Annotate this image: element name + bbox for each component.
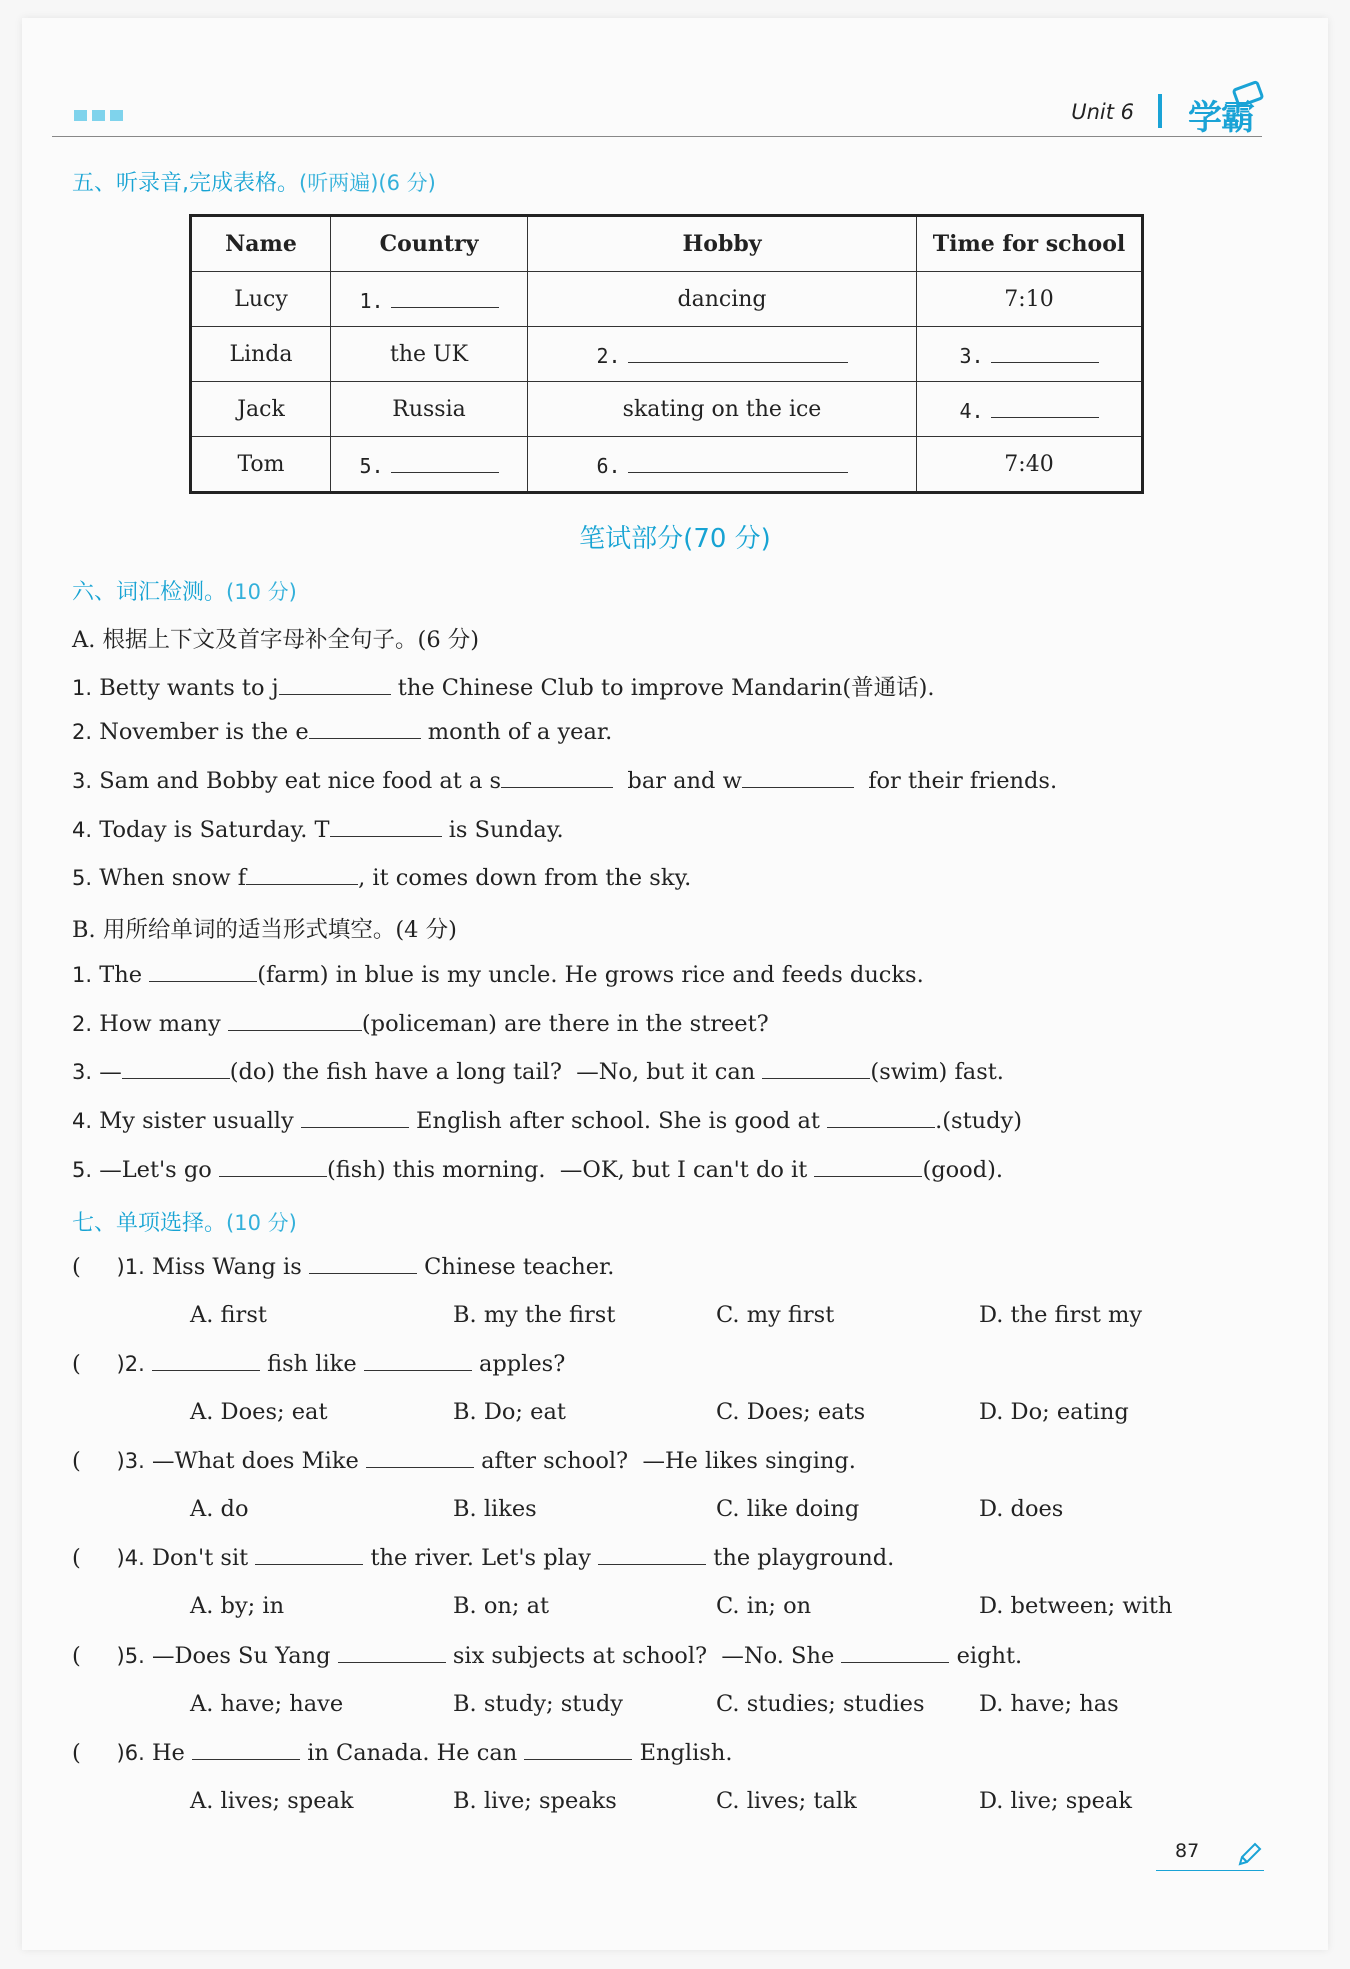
answer-cell[interactable]: 4.	[917, 382, 1143, 437]
table-cell: Russia	[331, 382, 528, 437]
mc-question-3: ( )3. —What does Mike after school? —He likes singing.	[72, 1448, 856, 1474]
mc-question-6: ( )6. He in Canada. He can English.	[72, 1740, 733, 1766]
header-divider	[1158, 94, 1162, 128]
answer-blank[interactable]	[309, 718, 421, 739]
option-d[interactable]: D. the first my	[979, 1302, 1143, 1328]
column-header: Hobby	[528, 216, 917, 272]
option-a[interactable]: A. lives; speak	[190, 1788, 354, 1814]
answer-blank[interactable]	[279, 674, 391, 695]
option-a[interactable]: A. Does; eat	[190, 1399, 328, 1425]
option-b[interactable]: B. live; speaks	[453, 1788, 617, 1814]
table-cell: dancing	[528, 272, 917, 327]
answer-blank[interactable]	[246, 864, 358, 885]
answer-blank[interactable]	[827, 1107, 935, 1128]
option-a[interactable]: A. have; have	[190, 1691, 344, 1717]
column-header: Time for school	[917, 216, 1143, 272]
answer-blank[interactable]	[524, 1739, 632, 1760]
answer-cell[interactable]: 5.	[331, 437, 528, 493]
answer-bracket[interactable]: (	[72, 1254, 81, 1280]
answer-blank[interactable]	[364, 1350, 472, 1371]
answer-blank[interactable]	[742, 767, 854, 788]
answer-blank[interactable]	[149, 961, 257, 982]
question-a3: 3. Sam and Bobby eat nice food at a s bar and w for their friends.	[72, 768, 1058, 794]
answer-blank[interactable]	[152, 1350, 260, 1371]
option-a[interactable]: A. first	[190, 1302, 267, 1328]
table-cell: Tom	[191, 437, 331, 493]
question-a5: 5. When snow f , it comes down from the sky.	[72, 865, 692, 891]
column-header: Country	[331, 216, 528, 272]
answer-bracket[interactable]: (	[72, 1545, 81, 1571]
question-b1: 1. The (farm) in blue is my uncle. He grows rice and feeds ducks.	[72, 962, 924, 988]
table-row	[191, 382, 1143, 437]
section-title: 五、听录音,完成表格。	[72, 171, 299, 196]
answer-cell[interactable]: 6.	[528, 437, 917, 493]
question-b5: 5. —Let's go (fish) this morning. —OK, but I can't do it (good).	[72, 1157, 1004, 1183]
header-square-decor	[74, 110, 87, 121]
option-c[interactable]: C. lives; talk	[716, 1788, 857, 1814]
answer-blank[interactable]	[841, 1642, 949, 1663]
option-a[interactable]: A. by; in	[190, 1593, 285, 1619]
option-d[interactable]: D. does	[979, 1496, 1064, 1522]
question-b4: 4. My sister usually English after school. She is good at .(study)	[72, 1108, 1023, 1134]
answer-bracket[interactable]: (	[72, 1448, 81, 1474]
option-d[interactable]: D. Do; eating	[979, 1399, 1129, 1425]
answer-blank[interactable]	[219, 1156, 327, 1177]
graduation-cap-icon	[1231, 80, 1264, 108]
answer-blank[interactable]	[301, 1107, 409, 1128]
option-c[interactable]: C. in; on	[716, 1593, 812, 1619]
mc-question-4: ( )4. Don't sit the river. Let's play the playground.	[72, 1545, 895, 1571]
section-title: 六、词汇检测。	[72, 580, 227, 605]
section-5-heading	[72, 166, 436, 197]
answer-blank[interactable]	[255, 1544, 363, 1565]
answer-bracket[interactable]: (	[72, 1643, 81, 1669]
option-c[interactable]: C. Does; eats	[716, 1399, 866, 1425]
table-cell: Linda	[191, 327, 331, 382]
option-c[interactable]: C. like doing	[716, 1496, 860, 1522]
option-b[interactable]: B. likes	[453, 1496, 537, 1522]
question-a4: 4. Today is Saturday. T is Sunday.	[72, 817, 564, 843]
table-row	[191, 272, 1143, 327]
question-a1: 1. Betty wants to j the Chinese Club to improve Mandarin(普通话).	[72, 675, 935, 701]
option-a[interactable]: A. do	[190, 1496, 249, 1522]
question-a2: 2. November is the e month of a year.	[72, 719, 613, 745]
written-part-heading: 笔试部分(70 分)	[579, 524, 771, 554]
page-number: 87	[1175, 1840, 1200, 1862]
answer-blank[interactable]	[192, 1739, 300, 1760]
answer-blank[interactable]	[228, 1010, 362, 1031]
answer-cell[interactable]: 2.	[528, 327, 917, 382]
section-title: 七、单项选择。	[72, 1211, 227, 1236]
question-b3: 3. — (do) the fish have a long tail? —No, but it can (swim) fast.	[72, 1059, 1004, 1085]
section-7-heading	[72, 1206, 297, 1237]
part-a-instruction: A. 根据上下文及首字母补全句子。(6 分)	[72, 627, 480, 653]
answer-cell[interactable]: 1.	[331, 272, 528, 327]
answer-blank[interactable]	[309, 1253, 417, 1274]
option-b[interactable]: B. Do; eat	[453, 1399, 566, 1425]
mc-question-2: ( )2. fish like apples?	[72, 1351, 566, 1377]
mc-question-1: ( )1. Miss Wang is Chinese teacher.	[72, 1254, 615, 1280]
option-c[interactable]: C. studies; studies	[716, 1691, 925, 1717]
table-cell: Lucy	[191, 272, 331, 327]
brand-logo: 学霸	[1188, 98, 1254, 138]
option-d[interactable]: D. live; speak	[979, 1788, 1133, 1814]
option-b[interactable]: B. on; at	[453, 1593, 550, 1619]
option-c[interactable]: C. my first	[716, 1302, 835, 1328]
table-cell: 7:40	[917, 437, 1143, 493]
page-header	[52, 84, 1262, 137]
answer-bracket[interactable]: (	[72, 1351, 81, 1377]
option-d[interactable]: D. have; has	[979, 1691, 1119, 1717]
table-header-row	[191, 216, 1143, 272]
answer-blank[interactable]	[814, 1156, 922, 1177]
answer-blank[interactable]	[762, 1058, 870, 1079]
table-cell: Jack	[191, 382, 331, 437]
header-square-decor	[92, 110, 105, 121]
answer-bracket[interactable]: (	[72, 1740, 81, 1766]
table-cell: the UK	[331, 327, 528, 382]
header-square-decor	[110, 110, 123, 121]
answer-cell[interactable]: 3.	[917, 327, 1143, 382]
section-points: (听两遍)(6 分)	[299, 171, 436, 195]
unit-label: Unit 6	[1071, 100, 1134, 124]
answer-blank[interactable]	[598, 1544, 706, 1565]
question-b2: 2. How many (policeman) are there in the street?	[72, 1011, 769, 1037]
section-6-heading	[72, 575, 297, 606]
section-points: (10 分)	[226, 580, 297, 604]
table-row	[191, 327, 1143, 382]
table-cell: skating on the ice	[528, 382, 917, 437]
listening-table	[189, 214, 1144, 494]
column-header: Name	[191, 216, 331, 272]
option-d[interactable]: D. between; with	[979, 1593, 1173, 1619]
pencil-icon	[1236, 1842, 1262, 1868]
option-b[interactable]: B. my the first	[453, 1302, 616, 1328]
answer-blank[interactable]	[501, 767, 613, 788]
answer-blank[interactable]	[330, 816, 442, 837]
answer-blank[interactable]	[338, 1642, 446, 1663]
page-number-underline	[1156, 1870, 1264, 1871]
option-b[interactable]: B. study; study	[453, 1691, 623, 1717]
table-cell: 7:10	[917, 272, 1143, 327]
answer-blank[interactable]	[366, 1447, 474, 1468]
mc-question-5: ( )5. —Does Su Yang six subjects at school? —No. She eight.	[72, 1643, 1023, 1669]
section-points: (10 分)	[226, 1211, 297, 1235]
table-row	[191, 437, 1143, 493]
part-b-instruction: B. 用所给单词的适当形式填空。(4 分)	[72, 917, 457, 943]
answer-blank[interactable]	[122, 1058, 230, 1079]
